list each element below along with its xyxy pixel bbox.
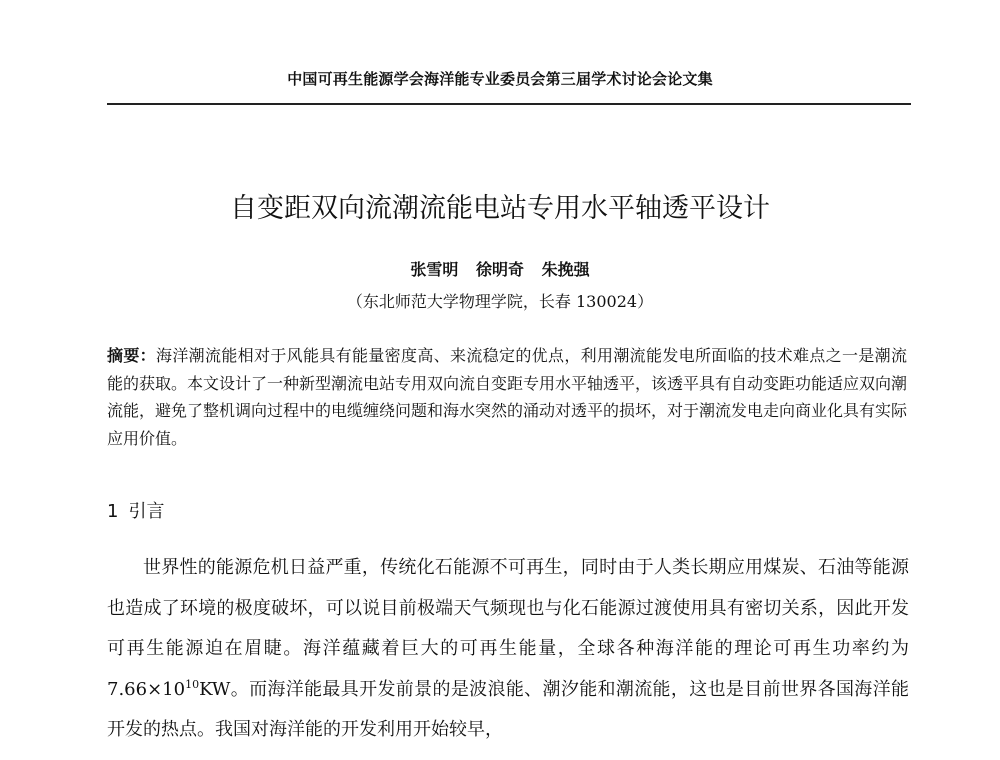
section-title: 引言 [128,501,165,522]
header-rule [107,103,911,105]
affiliation: （东北师范大学物理学院，长春 130024） [346,292,654,311]
author-name: 张雪明 [410,260,459,279]
body-text-before: 世界性的能源危机日益严重，传统化石能源不可再生，同时由于人类长期应用煤炭、石油等能源也造成了环境的极度破坏，可以说目前极端天气频现也与化石能源过渡使用具有密切关系，因此开发可再生能源迫在眉睫。海洋蕴藏着巨大的可再生能量，全球各种海洋能的理论可再生功率约为 7.66×10 [107,557,909,700]
exponent: 10 [185,677,200,691]
body-text-after: KW。而海洋能最具开发前景的是波浪能、潮汐能和潮流能，这也是目前世界各国海洋能开发的热点。我国对海洋能的开发利用开始较早， [107,678,909,740]
abstract [107,342,907,452]
author-list [0,257,1000,280]
abstract-text: 海洋潮流能相对于风能具有能量密度高、来流稳定的优点，利用潮流能发电所面临的技术难点之一是潮流能的获取。本文设计了一种新型潮流电站专用双向流自变距专用水平轴透平，该透平具有自动变距功能适应双向潮流能，避免了整机调向过程中的电缆缠绕问题和海水突然的涌动对透平的损坏，对于潮流发电走向商业化具有实际应用价值。 [107,346,908,448]
paper-title: 自变距双向流潮流能电站专用水平轴透平设计 [230,193,770,224]
section-heading [107,497,507,523]
author-name: 朱挽强 [541,260,590,279]
abstract-label: 摘要： [107,346,156,365]
running-header: 中国可再生能源学会海洋能专业委员会第三届学术讨论会论文集 [287,70,713,88]
body-paragraph [107,548,909,751]
section-number: 1 [107,501,119,522]
author-name: 徐明奇 [475,260,524,279]
